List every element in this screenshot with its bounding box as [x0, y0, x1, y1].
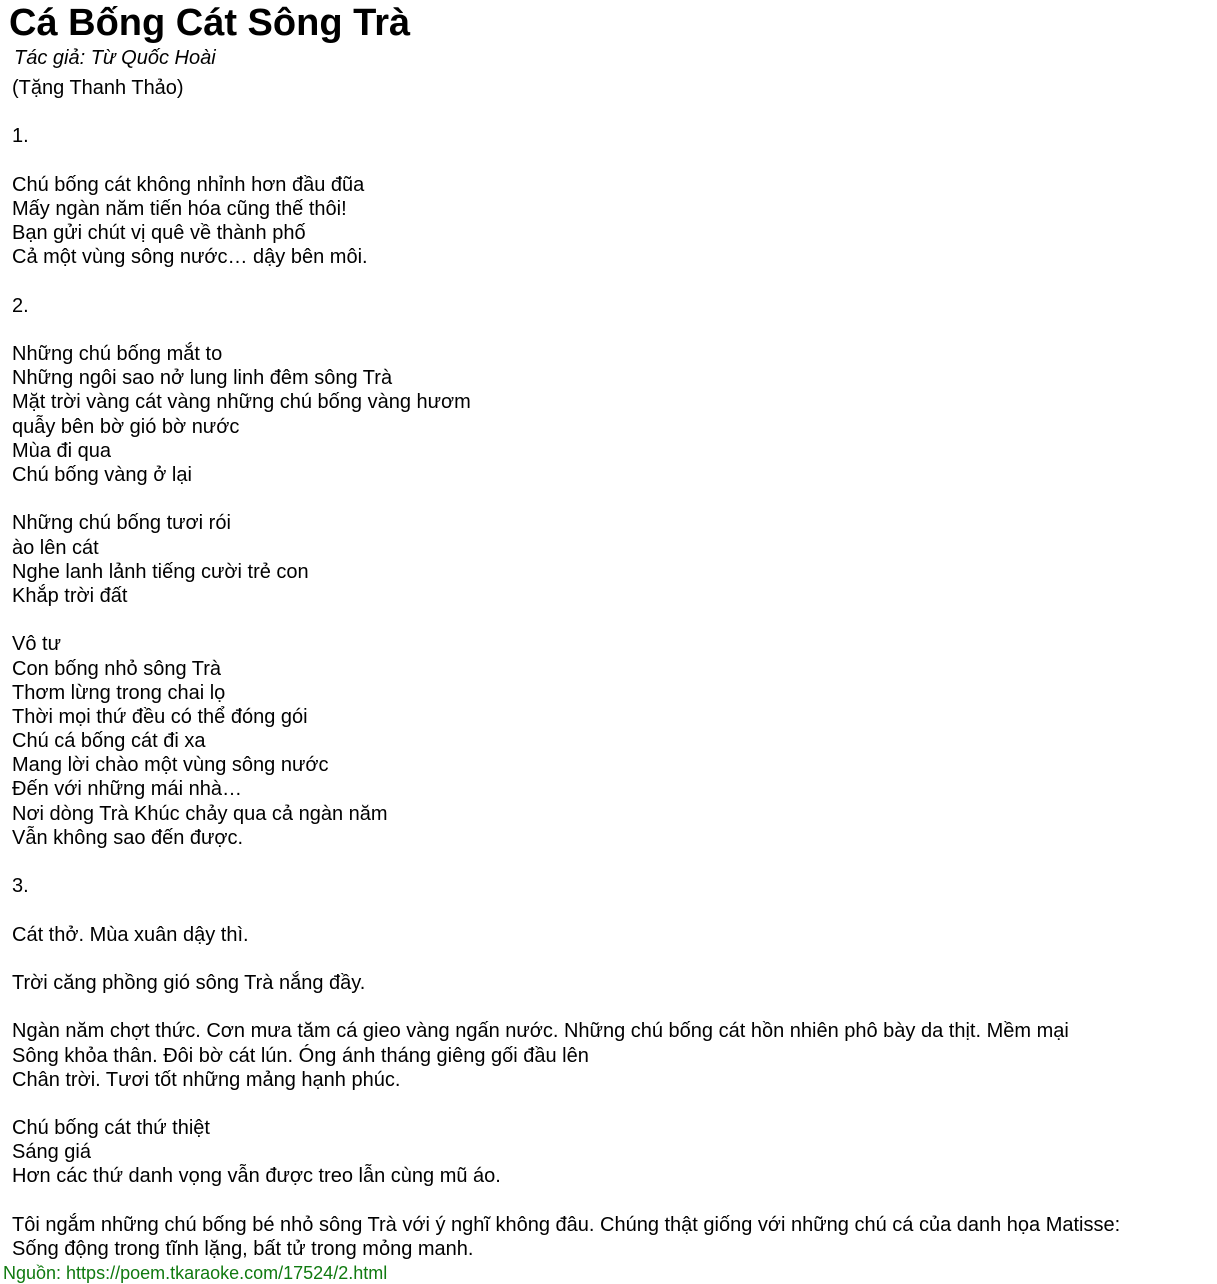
poem-line: quẫy bên bờ gió bờ nước [12, 415, 240, 438]
poem-line: Tôi ngắm những chú bống bé nhỏ sông Trà với ý nghĩ không đâu. Chúng thật giống với những chú cá của danh họa Matisse: [12, 1213, 1121, 1236]
poem-line: ào lên cát [12, 536, 99, 559]
poem-line: Thời mọi thứ đều có thể đóng gói [12, 705, 308, 728]
poem-line: Chú bống vàng ở lại [12, 464, 192, 486]
poem-line: Sáng giá [12, 1141, 91, 1164]
blank-line [12, 1189, 1212, 1213]
poem-line: 3. [12, 875, 29, 898]
blank-line [12, 487, 1212, 511]
poem-line: Những chú bống tươi rói [12, 512, 231, 535]
poem-line: Chú bống cát không nhỉnh hơn đầu đũa [12, 173, 365, 196]
poem-line: Cả một vùng sông nước… dậy bên môi. [12, 246, 368, 269]
poem-line: Những chú bống mắt to [12, 343, 223, 366]
poem-line: Cát thở. Mùa xuân dậy thì. [12, 923, 249, 946]
poem-line: Ngàn năm chợt thức. Cơn mưa tăm cá gieo vàng ngấn nước. Những chú bống cát hồn nhiên phô bày da thịt. Mềm mại [12, 1020, 1069, 1043]
poem-line: Hơn các thứ danh vọng vẫn được treo lẫn cùng mũ áo. [12, 1165, 501, 1188]
blank-line [12, 100, 1212, 124]
poem-line: Mặt trời vàng cát vàng những chú bống vàng hươm [12, 391, 471, 414]
poem-line: Mang lời chào một vùng sông nước [12, 754, 329, 777]
blank-line [12, 850, 1212, 874]
poem-line: (Tặng Thanh Thảo) [12, 77, 184, 99]
blank-line [12, 318, 1212, 342]
blank-line [12, 947, 1212, 971]
poem-line: 1. [12, 125, 29, 148]
blank-line [12, 898, 1212, 922]
blank-line [12, 270, 1212, 294]
poem-line: Đến với những mái nhà… [12, 778, 242, 801]
poem-line: Sống động trong tĩnh lặng, bất tử trong mỏng manh. [12, 1238, 474, 1260]
blank-line [12, 1092, 1212, 1116]
blank-line [12, 608, 1212, 632]
poem-line: Mấy ngàn năm tiến hóa cũng thế thôi! [12, 197, 347, 220]
poem-line: 2. [12, 294, 29, 317]
blank-line [12, 149, 1212, 173]
poem-line: Vẫn không sao đến được. [12, 826, 244, 849]
poem-line: Bạn gửi chút vị quê về thành phố [12, 222, 306, 245]
poem-line: Nghe lanh lảnh tiếng cười trẻ con [12, 560, 309, 583]
poem-body [12, 76, 1212, 1261]
poem-line: Chú cá bống cát đi xa [12, 730, 206, 753]
poem-line: Sông khỏa thân. Đôi bờ cát lún. Óng ánh tháng giêng gối đầu lên [12, 1044, 589, 1067]
poem-line: Những ngôi sao nở lung linh đêm sông Trà [12, 367, 393, 390]
poem-line: Nơi dòng Trà Khúc chảy qua cả ngàn năm [12, 802, 388, 825]
blank-line [12, 995, 1212, 1019]
poem-line: Trời căng phồng gió sông Trà nắng đầy. [12, 971, 366, 994]
source-link: Nguồn: https://poem.tkaraoke.com/17524/2.html [3, 1263, 388, 1283]
poem-line: Chú bống cát thứ thiệt [12, 1117, 210, 1140]
poem-line: Con bống nhỏ sông Trà [12, 657, 222, 680]
poem-line: Khắp trời đất [12, 584, 128, 607]
poem-line: Mùa đi qua [12, 439, 111, 462]
poem-line: Chân trời. Tươi tốt những mảng hạnh phúc. [12, 1068, 401, 1091]
poem-author: Tác giả: Từ Quốc Hoài [14, 47, 216, 69]
poem-line: Vô tư [12, 633, 61, 656]
poem-line: Thơm lừng trong chai lọ [12, 681, 226, 704]
poem-title: Cá Bống Cát Sông Trà [9, 2, 411, 44]
